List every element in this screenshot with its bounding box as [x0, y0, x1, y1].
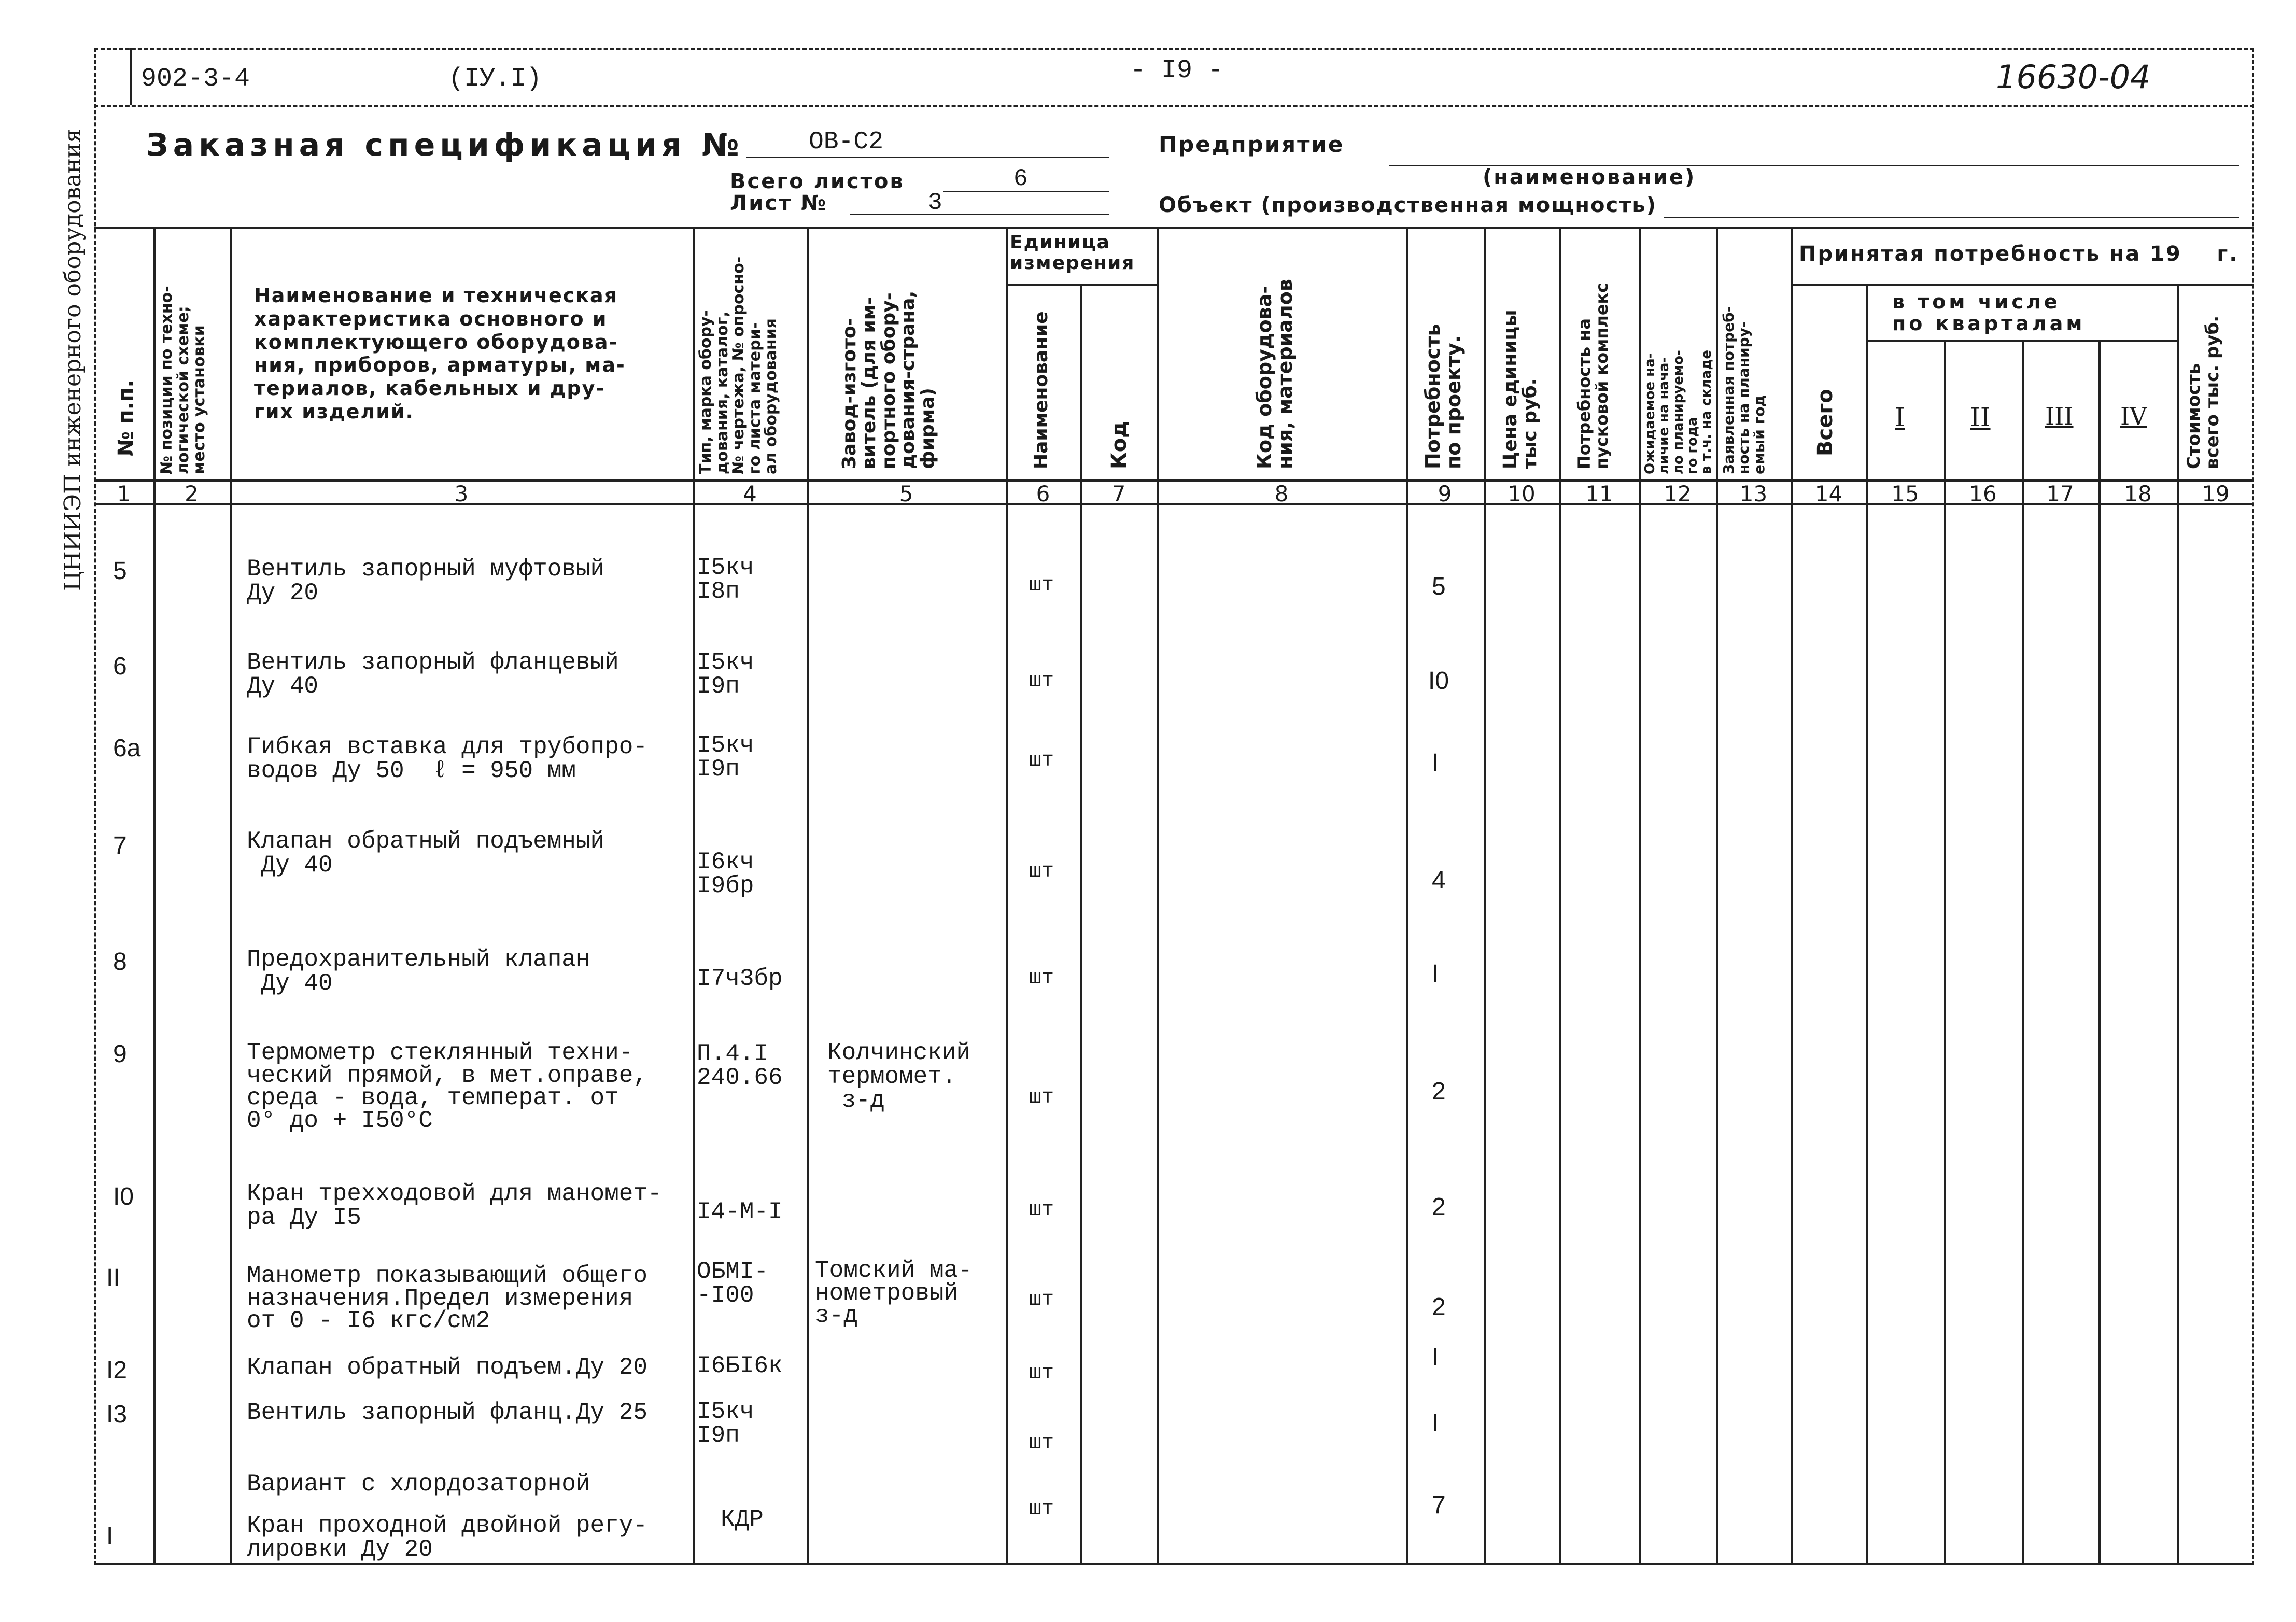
column-number: 12: [1664, 481, 1692, 506]
item-qty: 5: [1432, 573, 1446, 600]
item-unit: шт: [1029, 1498, 1054, 1521]
table-bottom-line: [94, 1563, 2254, 1565]
column-number: 7: [1111, 481, 1126, 506]
item-name: Термометр стеклянный техни- ческий прямой, в мет.оправе, среда - вода, температ. от 0° до + I50°С: [247, 1039, 647, 1135]
row-number: I0: [113, 1183, 134, 1210]
col-header-12: Ожидаемое на- личие на нача- ло планируемо- го года в т.ч. на складе: [1642, 349, 1715, 474]
col-header-13: Заявленная потреб- ность на планиру- емый год: [1720, 306, 1768, 474]
col-header-15: I: [1895, 402, 1905, 432]
accepted-group-line: [1791, 284, 2254, 286]
sheet-label: Лист №: [730, 191, 828, 215]
column-number: 3: [454, 481, 469, 506]
item-type: I6кч I9бр: [697, 849, 754, 899]
item-unit: шт: [1029, 749, 1054, 772]
column-number: 13: [1739, 481, 1768, 506]
spec-number: ОВ-С2: [809, 128, 884, 156]
item-qty: I: [1432, 1409, 1439, 1437]
col-line-9: [1484, 227, 1486, 1564]
col-header-19: Стоимость всего тыс. руб.: [2184, 315, 2223, 469]
item-qty: I: [1432, 749, 1439, 777]
item-unit: шт: [1029, 1288, 1054, 1311]
column-number: 18: [2124, 481, 2152, 506]
col-line-10: [1559, 227, 1561, 1564]
item-type: I5кч I8п: [697, 554, 754, 605]
column-number: 19: [2202, 481, 2230, 506]
col-header-18: IV: [2120, 402, 2147, 430]
column-number: 6: [1036, 481, 1050, 506]
item-qty: I0: [1428, 667, 1449, 695]
row-number: I: [106, 1522, 114, 1550]
column-number: 1: [117, 481, 131, 506]
item-name: Вентиль запорный фланц.Ду 25: [247, 1399, 647, 1426]
col-header-2: № позиции по техно- логической схеме; место установки: [158, 286, 208, 474]
object-label: Объект (производственная мощность): [1159, 193, 1657, 217]
item-name: Гибкая вставка для трубопро- водов Ду 50 ℓ = 950 мм: [247, 734, 647, 784]
section-label: (IУ.I): [448, 64, 542, 94]
col-line-15: [1944, 340, 1946, 1564]
col-line-2: [230, 227, 232, 1564]
col-header-5: Завод-изгото- витель (для им- портного обору- дования-страна, фирма): [839, 290, 939, 469]
col-header-6: Наименование: [1031, 311, 1052, 469]
unit-group-header: Единица измерения: [1010, 232, 1135, 274]
item-name: Клапан обратный подъем.Ду 20: [247, 1354, 647, 1381]
sheet-value: 3: [928, 189, 942, 216]
col-line-11: [1639, 227, 1641, 1564]
col-header-10: Цена единицы тыс руб.: [1500, 309, 1541, 469]
col-line-12: [1716, 227, 1718, 1564]
row-number: 5: [113, 557, 127, 585]
item-type: КДР: [721, 1506, 764, 1533]
col-line-3: [693, 227, 695, 1564]
item-qty: 2: [1432, 1078, 1446, 1105]
col-line-5: [1006, 227, 1008, 1564]
col-line-14: [1866, 284, 1868, 1564]
doc-series-code: 902-3-4: [141, 64, 250, 94]
col-header-4: Тип, марка обору- дования, каталог, № чертежа, № опросно- го листа матери- ал оборудования: [697, 256, 780, 474]
col-line-7: [1157, 227, 1159, 1564]
column-number: 10: [1508, 481, 1536, 506]
item-qty: 2: [1432, 1293, 1446, 1321]
row-number: II: [106, 1264, 120, 1292]
column-number: 11: [1585, 481, 1613, 506]
total-sheets-value: 6: [1013, 165, 1028, 192]
col-line-18: [2177, 284, 2179, 1564]
table-top-line: [94, 227, 2254, 229]
item-maker: Томский ма- нометровый з-д: [815, 1257, 973, 1330]
accepted-demand-header: Принятая потребность на 19 г.: [1799, 242, 2239, 266]
item-unit: шт: [1029, 1432, 1054, 1455]
col-header-3: Наименование и техническая характеристика основного и комплектующего оборудова- ния, приборов, арматуры, ма- териалов, кабельных и дру- гих изделий.: [254, 284, 626, 424]
item-type: П.4.I 240.66: [697, 1040, 783, 1091]
spec-number-line: [746, 157, 1109, 158]
col-header-11: Потребность на пусковой комплекс: [1574, 283, 1612, 469]
item-qty: 4: [1432, 867, 1446, 894]
col-line-17: [2098, 340, 2101, 1564]
enterprise-label: Предприятие: [1159, 132, 1345, 157]
quarters-header: в том числе по кварталам: [1892, 290, 2086, 335]
item-type: I5кч I9п: [697, 1398, 754, 1449]
column-number: 17: [2046, 481, 2074, 506]
item-unit: шт: [1029, 1198, 1054, 1222]
header-left-marker: [130, 48, 132, 105]
sheet-line: [850, 214, 1109, 215]
item-type: I7ч3бр: [697, 965, 783, 992]
col-header-14: Всего: [1813, 389, 1837, 456]
item-unit: шт: [1029, 967, 1054, 990]
row-number: I3: [106, 1401, 128, 1428]
column-number: 5: [899, 481, 913, 506]
item-name: Клапан обратный подъемный Ду 40: [247, 828, 605, 879]
item-name: Кран проходной двойной регу- лировки Ду 20: [247, 1512, 647, 1563]
item-qty: I: [1432, 1344, 1439, 1371]
header-divider: [94, 105, 2254, 107]
column-number: 2: [185, 481, 199, 506]
row-number: 9: [113, 1040, 127, 1068]
row-number: 8: [113, 948, 127, 976]
item-qty: I: [1432, 960, 1439, 988]
col-line-6: [1080, 284, 1082, 1564]
col-header-8: Код оборудова- ния, материалов: [1253, 279, 1297, 469]
col-line-4: [807, 227, 809, 1564]
item-maker: Колчинский термомет. з-д: [827, 1039, 971, 1114]
item-unit: шт: [1029, 1362, 1054, 1385]
page-frame: [94, 48, 2254, 1565]
column-number: 4: [743, 481, 757, 506]
total-sheets-line: [943, 191, 1109, 192]
column-number: 16: [1969, 481, 1997, 506]
item-name: Вариант с хлордозаторной: [247, 1471, 590, 1498]
col-header-9: Потребность по проекту.: [1421, 323, 1465, 469]
item-name: Предохранительный клапан Ду 40: [247, 946, 590, 997]
row-number: 6а: [113, 735, 141, 762]
spec-title: Заказная спецификация №: [146, 127, 744, 163]
page-number: - I9 -: [1130, 56, 1224, 86]
item-type: I5кч I9п: [697, 649, 754, 700]
item-type: I5кч I9п: [697, 732, 754, 783]
column-number: 9: [1438, 481, 1452, 506]
total-sheets-label: Всего листов: [730, 170, 905, 193]
naming-label: (наименование): [1483, 165, 1696, 189]
col-header-17: III: [2045, 402, 2074, 430]
item-qty: 2: [1432, 1193, 1446, 1221]
item-name: Кран трехходовой для маномет- ра Ду I5: [247, 1180, 662, 1231]
item-unit: шт: [1029, 574, 1054, 597]
column-number: 15: [1891, 481, 1919, 506]
object-line: [1664, 217, 2239, 218]
row-number: 7: [113, 832, 127, 859]
document-number: 16630-04: [1996, 58, 2151, 96]
col-header-16: II: [1970, 402, 1991, 432]
item-unit: шт: [1029, 670, 1054, 693]
item-type: I6БI6к: [697, 1352, 783, 1379]
item-name: Вентиль запорный фланцевый Ду 40: [247, 649, 619, 700]
item-qty: 7: [1432, 1491, 1446, 1519]
column-number: 8: [1274, 481, 1289, 506]
col-line-13: [1791, 227, 1793, 1564]
col-line-1: [153, 227, 156, 1564]
col-header-1: № п.п.: [114, 379, 138, 456]
item-type: ОБМI- -I00: [697, 1258, 769, 1309]
item-name: Манометр показывающий общего назначения.Предел измерения от 0 - I6 кгс/см2: [247, 1262, 647, 1335]
row-number: I2: [106, 1357, 128, 1384]
item-type: I4-М-I: [697, 1198, 783, 1225]
item-unit: шт: [1029, 1086, 1054, 1109]
col-header-7: Код: [1107, 421, 1131, 469]
item-unit: шт: [1029, 860, 1054, 883]
column-number: 14: [1814, 481, 1843, 506]
col-line-8: [1406, 227, 1408, 1564]
col-line-16: [2022, 340, 2024, 1564]
item-name: Вентиль запорный муфтовый Ду 20: [247, 556, 605, 607]
side-label: ЦНИИЭП инженерного оборудования: [60, 128, 86, 591]
row-number: 6: [113, 653, 127, 680]
